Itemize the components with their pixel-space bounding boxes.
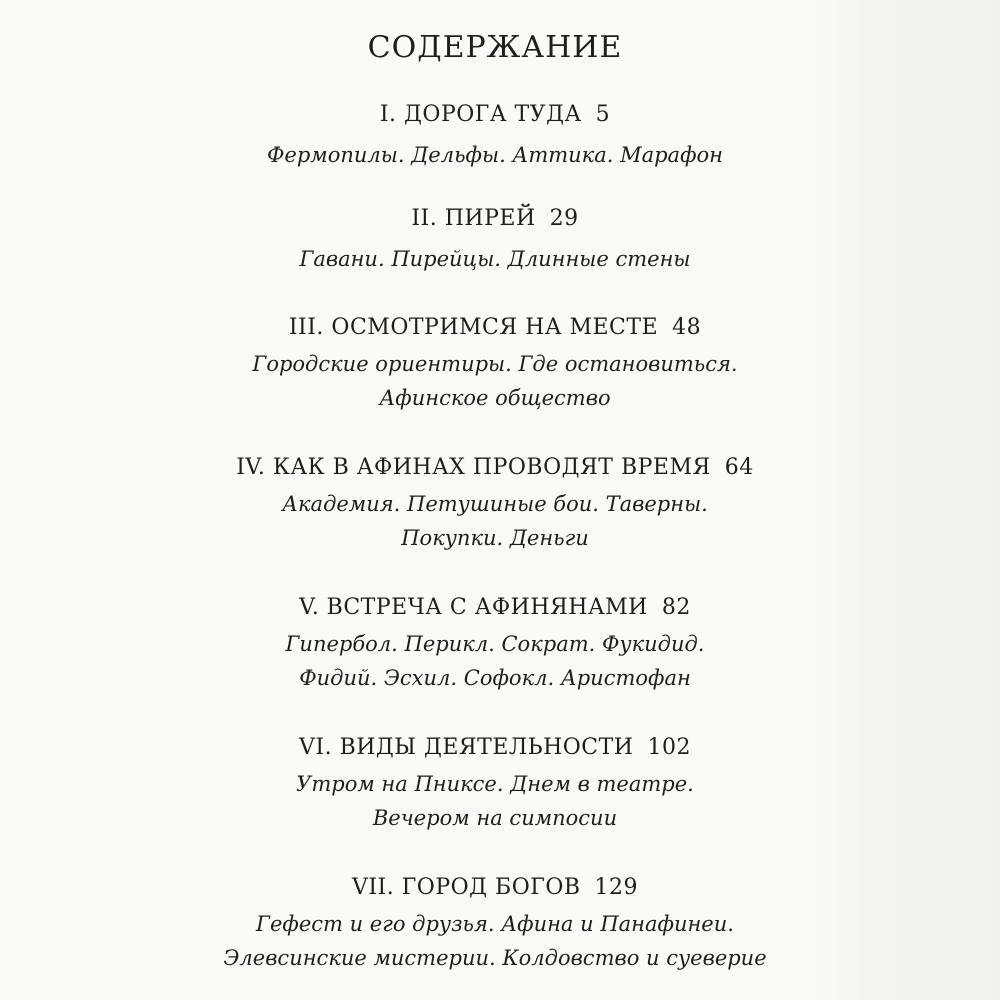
chapter-page-number: 82 [661,595,691,620]
table-of-contents [200,0,790,1000]
chapter-page-number: 64 [724,455,754,480]
chapter-subtopics: Покупки. Деньги [401,526,589,550]
chapter-title: VI. ВИДЫ ДЕЯТЕЛЬНОСТИ [299,735,634,760]
chapter-subtopics: Академия. Петушиные бои. Таверны. [282,492,708,516]
chapter-title: IV. КАК В АФИНАХ ПРОВОДЯТ ВРЕМЯ [236,455,711,480]
chapter-title: II. ПИРЕЙ [411,206,536,231]
chapter-subtopics: Гефест и его друзья. Афина и Панафинеи. [256,912,734,936]
chapter-subtopics: Утром на Пниксе. Днем в театре. [296,772,694,796]
chapter-subtopics: Фермопилы. Дельфы. Аттика. Марафон [267,143,723,167]
chapter-subtopics: Гавани. Пирейцы. Длинные стены [299,247,691,271]
chapter-heading [200,735,790,760]
chapter-heading [200,206,790,231]
chapter-heading [200,875,790,900]
chapter-page-number: 129 [594,875,639,900]
chapter-subtopics: Элевсинские мистерии. Колдовство и суеверие [223,946,767,970]
chapter-subtopics: Гипербол. Перикл. Сократ. Фукидид. [285,632,705,656]
chapter-heading [200,455,790,480]
chapter-heading [200,102,790,127]
chapter-subtopics: Фидий. Эсхил. Софокл. Аристофан [299,666,691,690]
chapter-page-number: 102 [647,735,691,760]
chapter-page-number: 29 [549,206,579,231]
chapter-title: VII. ГОРОД БОГОВ [351,875,581,900]
chapter-title: I. ДОРОГА ТУДА [379,102,582,127]
chapter-heading [200,315,790,340]
chapter-page-number: 48 [672,315,702,340]
chapter-heading [200,595,790,620]
chapter-subtopics: Вечером на симпосии [372,806,618,830]
toc-title: СОДЕРЖАНИЕ [367,30,623,65]
chapter-title: V. ВСТРЕЧА С АФИНЯНАМИ [299,595,648,620]
chapter-subtopics: Афинское общество [379,386,611,410]
chapter-subtopics: Городские ориентиры. Где остановиться. [252,352,738,376]
chapter-page-number: 5 [595,102,611,127]
chapter-title: III. ОСМОТРИМСЯ НА МЕСТЕ [288,315,659,340]
page-edge-shadow [810,0,1000,1000]
